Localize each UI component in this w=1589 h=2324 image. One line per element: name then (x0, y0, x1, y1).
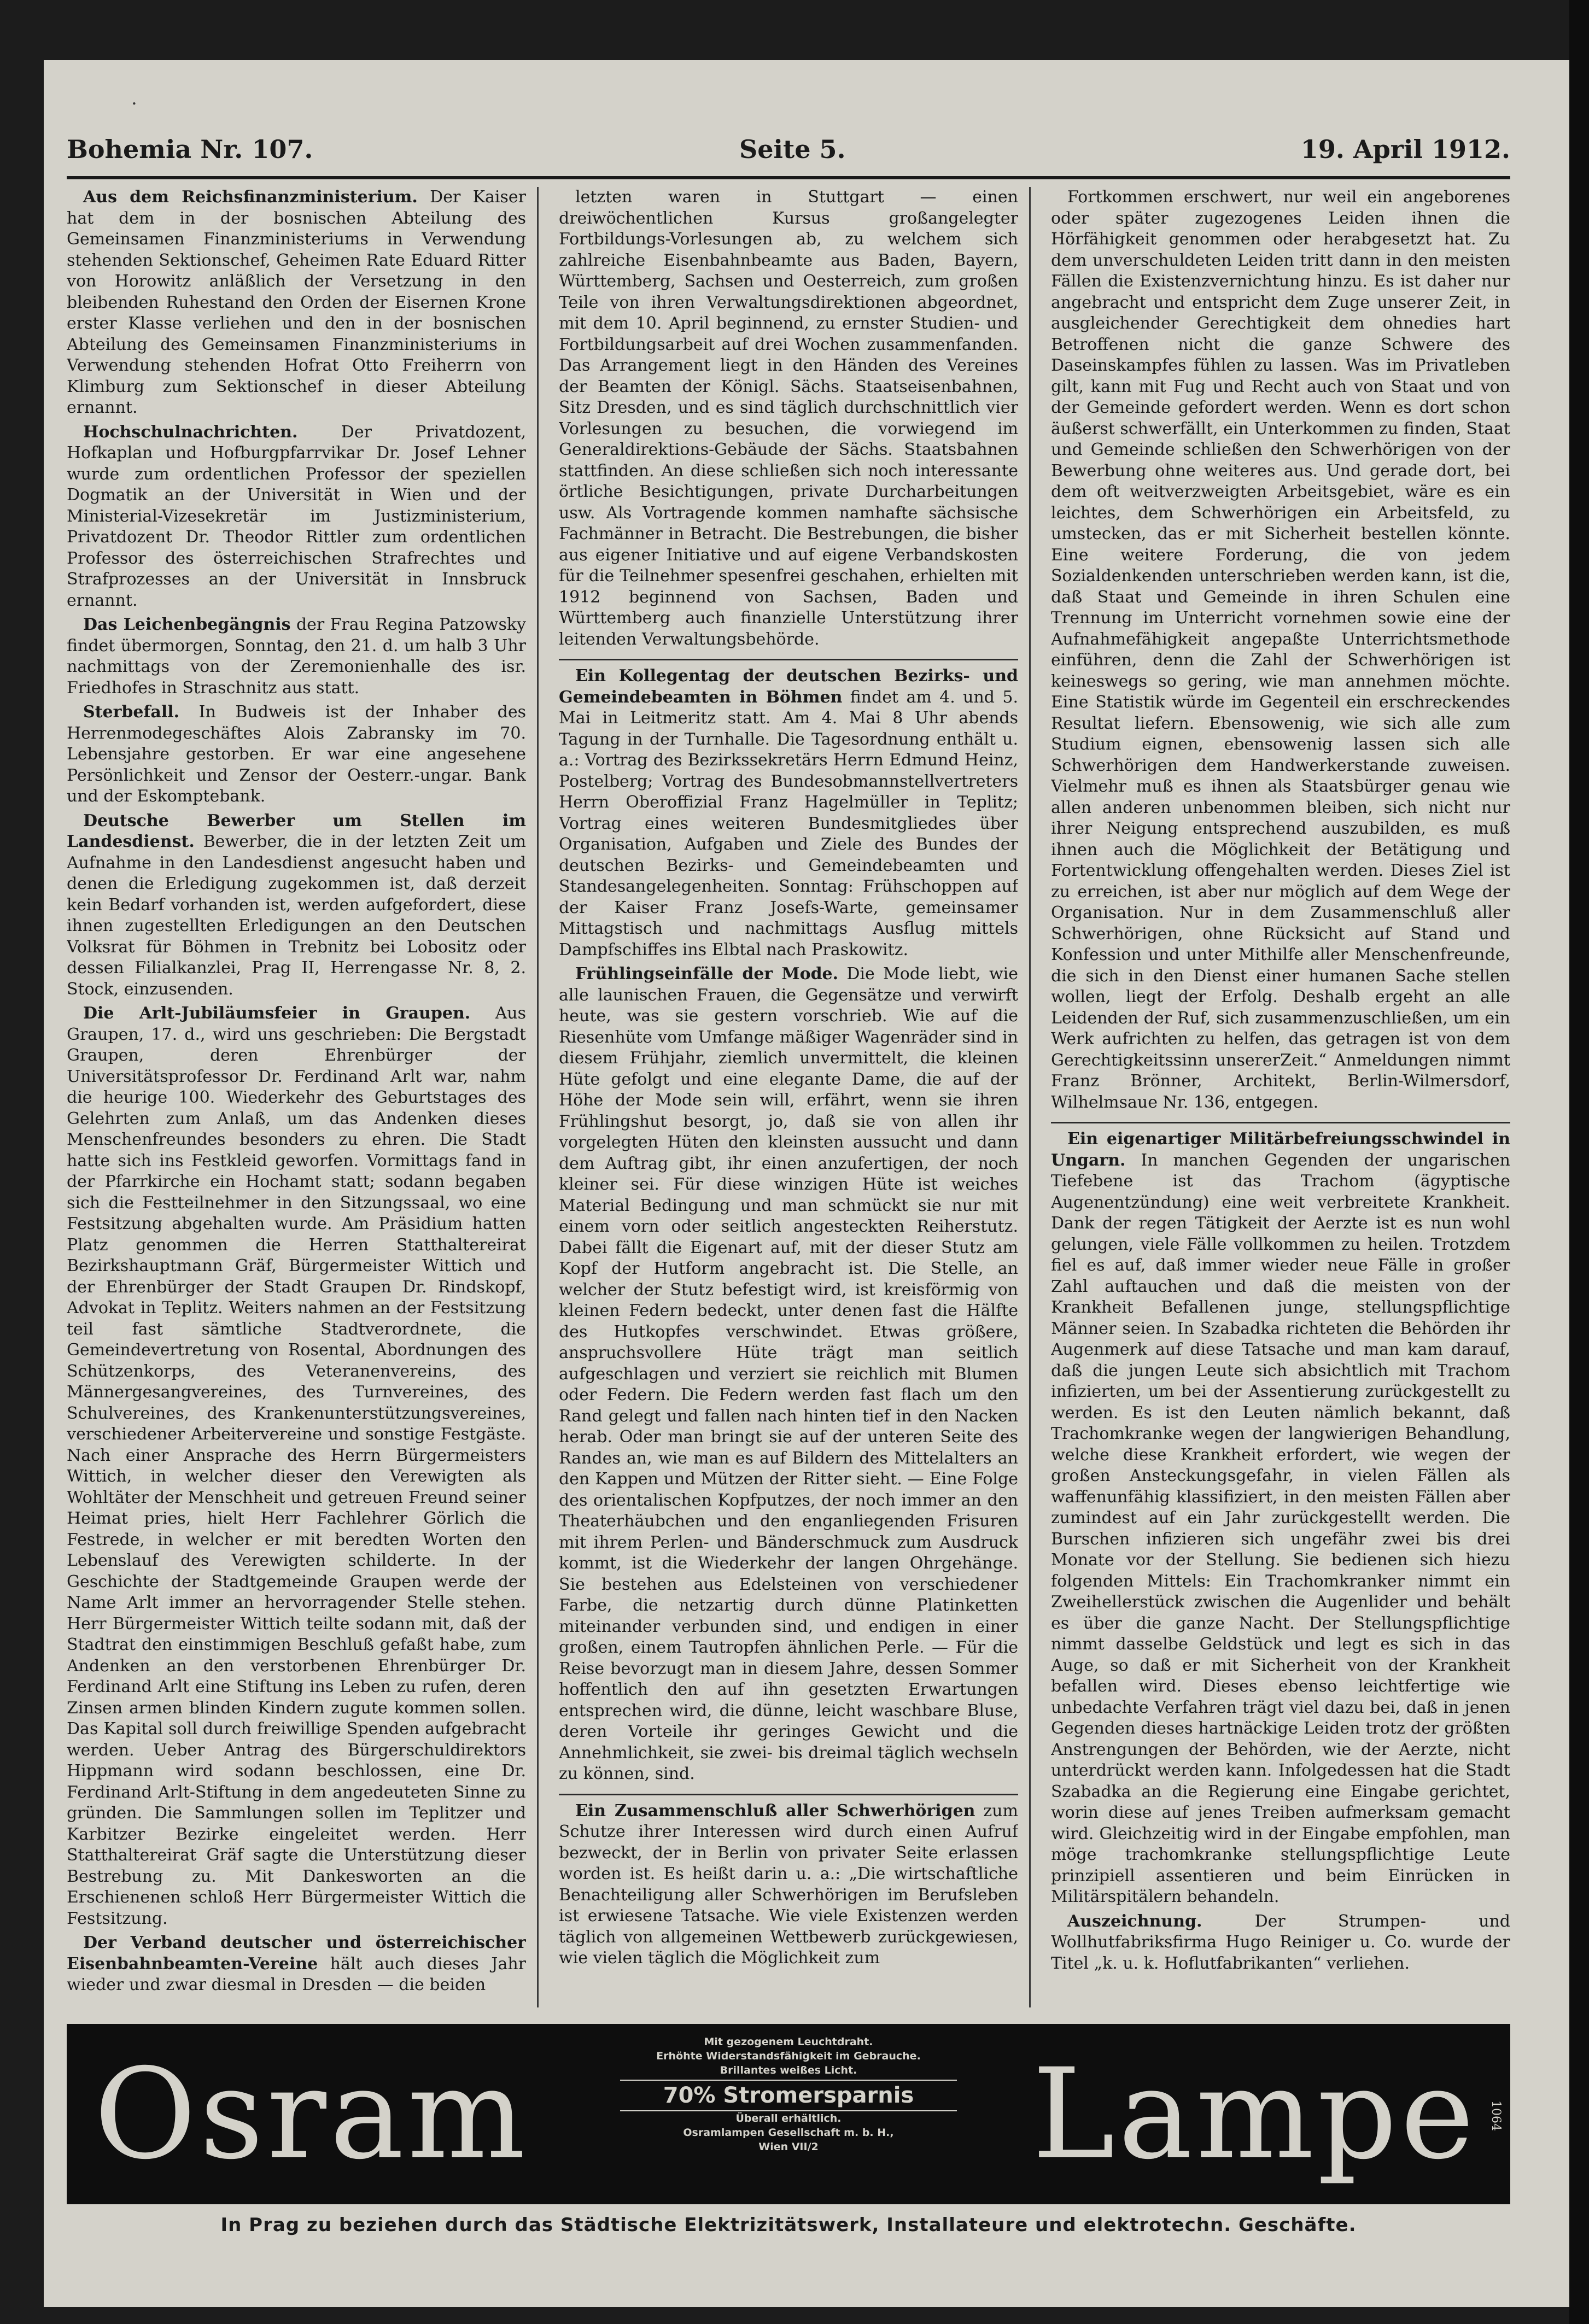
scan-mark: · (131, 93, 137, 115)
article-heading: Deutsche Bewerber um Stellen im Landesdienst. (67, 811, 526, 851)
article-heading: Frühlingseinfälle der Mode. (575, 964, 839, 984)
ad-subline: Osramlampen Gesellschaft m. b. H., (683, 2127, 894, 2139)
article-paragraph (67, 811, 526, 1000)
ad-line: Brillantes weißes Licht. (720, 2064, 857, 2076)
article-heading: Ein eigenartiger Militärbefreiungsschwindel in Ungarn. (1051, 1129, 1510, 1170)
paper-issue: Bohemia Nr. 107. (67, 134, 313, 164)
article-paragraph (1051, 1911, 1510, 1975)
article-text: Fortkommen erschwert, nur weil ein angeborenes oder später zugezogenes Leiden ihnen die Hörfähigkeit genommen oder herabgesetzt hat. Zu dem unverschuldeten Leiden tritt dann in den meisten Fällen die Existenzvernichtung hinzu. Es ist daher nur angebracht und entspricht dem Zuge unserer Zeit, in ausgleichender Gerechtigkeit dem ohnedies hart Betroffenen nicht die ganze Schwere des Daseinskampfes fühlen zu lassen. Was im Privatleben gilt, kann mit Fug und Recht auch von Staat und von der Gemeinde gefordert werden. Wenn es dort schon äußerst schwerfällt, ein Unterkommen zu finden, Staat und Gemeinde schließen den Schwerhörigen von der Bewerbung ohne weiteres aus. Und gerade dort, bei dem oft weitverzweigten Arbeitsgebiet, wäre es ein leichtes, dem Schwerhörigen ein Arbeitsfeld, zu umstecken, das er mit Sicherheit bestellen könnte. Eine weitere Forderung, die von jedem Sozialdenkenden unterschrieben werden kann, ist die, daß Staat und Gemeinde in ihren Schulen eine Trennung im Unterricht vornehmen sowie eine der Aufnahmefähigkeit angepaßte Unterrichtsmethode einführen, denn die Zahl der Schwerhörigen ist keineswegs so gering, wie man annehmen möchte. Eine Statistik würde im Gegenteil ein erschreckendes Resultat liefern. Ebensowenig, wie sich alle zum Studium eignen, ebensowenig lassen sich alle Schwerhörigen dem Handwerkerstande zuweisen. Vielmehr muß es ihnen als Staatsbürger genau wie allen anderen unbenommen bleiben, sich nicht nur ihrer Neigung entsprechend auszubilden, es muß ihnen auch die Möglichkeit der Betätigung und Fortentwicklung offengehalten werden. Dieses Ziel ist zu erreichen, ist aber nur möglich auf dem Wege der Organisation. Nur in dem Zusammenschluß aller Schwerhörigen, ohne Rücksicht auf Stand und Konfession und unter Mithilfe aller Menschenfreunde, die sich in den Dienst einer humanen Sache stellen wollen, liegt der Erfolg. Deshalb ergeht an alle Leidenden der Ruf, sich zusammenzuschließen, um ein Werk aufrichten zu helfen, das getragen ist von dem Gerechtigkeitssinn unsererZeit.“ Anmeldungen nimmt Franz Brönner, Architekt, Berlin-Wilmersdorf, Wilhelmsaue Nr. 136, entgegen. (1051, 188, 1510, 1112)
page-header (67, 125, 1510, 174)
header-rule (67, 176, 1510, 179)
ad-word-lampe: Lampe (1032, 2041, 1477, 2187)
article-paragraph (1051, 187, 1510, 1113)
article-text: findet am 4. und 5. Mai in Leitmeritz statt. Am 4. Mai 8 Uhr abends Tagung in der Turnhalle. Die Tagesordnung enthält u. a.: Vortrag des Bezirkssekretärs Herrn Edmund Heinz, Postelberg; Vortrag des Bundesobmannstellvertreters Herrn Oberoffizial Franz Hagelmüller in Teplitz; Vortrag eines weiteren Bundesmitgliedes über Organisation, Aufgaben und Ziele des Bundes der deutschen Bezirks- und Gemeindebeamten und Standesangelegenheiten. Sonntag: Frühschoppen auf der Kaiser Franz Josefs-Warte, gemeinsamer Mittagstisch und nachmittags Ausflug mittels Dampfschiffes ins Elbtal nach Praskowitz. (559, 687, 1018, 959)
issue-date: 19. April 1912. (1300, 134, 1510, 164)
article-text: Der Kaiser hat dem in der bosnischen Abteilung des Gemeinsamen Finanzministeriums in Verwendung stehenden Sektionschef, Geheimen Rate Eduard Ritter von Horowitz anläßlich der Versetzung in den bleibenden Ruhestand den Orden der Eisernen Krone erster Klasse verliehen und den in der bosnischen Abteilung des Gemeinsamen Finanzministeriums in Verwendung stehenden Hofrat Otto Freiherrn von Klimburg zum Sektionschef in dieser Abteilung ernannt. (67, 188, 526, 417)
article-text: Der Privatdozent, Hofkaplan und Hofburgpfarrvikar Dr. Josef Lehner wurde zum ordentlichen Professor der speziellen Dogmatik an der Universität in Wien und der Ministerial-Vizesekretär im Justizministerium, Privatdozent Dr. Theodor Rittler zum ordentlichen Professor des österreichischen Strafrechtes und Strafprozesses an der Universität in Innsbruck ernannt. (67, 422, 526, 610)
column-1 (67, 187, 526, 2013)
article-heading: Sterbefall. (83, 703, 180, 722)
article-heading: Ein Kollegentag der deutschen Bezirks- und Gemeindebeamten in Böhmen (559, 666, 1018, 707)
column-3 (1051, 187, 1510, 2013)
article-paragraph (1051, 1129, 1510, 1908)
article-paragraph (67, 702, 526, 807)
article-text: Aus Graupen, 17. d., wird uns geschrieben: Die Bergstadt Graupen, deren Ehrenbürger der Universitätsprofessor Dr. Ferdinand Arlt war, nahm die heurige 100. Wiederkehr des Geburtstages des Gelehrten zum Anlaß, um das Andenken dieses Menschenfreundes besonders zu ehren. Die Stadt hatte sich ins Festkleid geworfen. Vormittags fand in der Pfarrkirche ein Hochamt statt; sodann begaben sich die Festteilnehmer in den Sitzungssaal, wo eine Festsitzung abgehalten wurde. Am Präsidium hatten Platz genommen die Herren Statthaltereirat Bezirkshauptmann Gräf, Bürgermeister Wittich und der Ehrenbürger der Stadt Graupen Dr. Rindskopf, Advokat in Teplitz. Weiters nahmen an der Festsitzung teil fast sämtliche Stadtverordnete, die Gemeindevertretung von Rosental, Abordnungen des Schützenkorps, des Veteranenvereins, des Männergesangvereines, des Turnvereines, des Schulvereines, des Krankenunterstützungsvereines, verschiedener Arbeitervereine und sonstige Festgäste. Nach einer Ansprache des Herrn Bürgermeisters Wittich, in welcher dieser den Verewigten als Wohltäter der Menschheit und getreuen Freund seiner Heimat pries, hielt Herr Fachlehrer Görlich die Festrede, in welcher er mit beredten Worten den Lebenslauf des Verewigten schilderte. In der Geschichte der Stadtgemeinde Graupen werde der Name Arlt immer an hervorragender Stelle stehen. Herr Bürgermeister Wittich teilte sodann mit, daß der Stadtrat den einstimmigen Beschluß gefaßt habe, zum Andenken an den verstorbenen Ehrenbürger Dr. Ferdinand Arlt eine Stiftung ins Leben zu rufen, deren Zinsen armen blinden Kindern zugute kommen sollen. Das Kapital soll durch freiwillige Spenden aufgebracht werden. Ueber Antrag des Bürgerschuldirektors Hippmann wird sodann beschlossen, eine Dr. Ferdinand Arlt-Stiftung in dem angedeuteten Sinne zu gründen. Die Sammlungen sollen im Teplitzer und Karbitzer Bezirke eingeleitet werden. Herr Statthaltereirat Gräf sagte die Unterstützung dieser Bestrebung zu. Mit Dankesworten an die Erschienenen schloß Herr Bürgermeister Wittich die Festsitzung. (67, 1004, 526, 1928)
column-divider (1029, 187, 1031, 2007)
article-heading: Ein Zusammenschluß aller Schwerhörigen (575, 1801, 975, 1820)
ad-word-osram: Osram (94, 2041, 529, 2187)
ad-subline: Wien VII/2 (758, 2141, 819, 2153)
article-heading: Das Leichenbegängnis (83, 615, 291, 634)
ad-line: Mit gezogenem Leuchtdraht. (704, 2036, 873, 2048)
article-text: der Frau Regina Patzowsky findet übermorgen, Sonntag, den 21. d. um halb 3 Uhr nachmittags von der Zeremonienhalle des isr. Friedhofes in Straschnitz aus statt. (67, 615, 526, 698)
column-2 (559, 187, 1018, 2013)
osram-advertisement (67, 2024, 1510, 2204)
article-text: zum Schutze ihrer Interessen wird durch einen Aufruf bezweckt, der in Berlin von privater Seite erlassen worden ist. Es heißt darin u. a.: „Die wirtschaftliche Benachteiligung aller Schwerhörigen im Berufsleben ist erwiesene Tatsache. Wie viele Existenzen werden täglich von allgemeinen Wettbewerb zurückgewiesen, wie vielen täglich die Möglichkeit zum (559, 1801, 1018, 1968)
article-paragraph (67, 1003, 526, 1929)
article-text: letzten waren in Stuttgart — einen dreiwöchentlichen Kursus großangelegter Fortbildungs-Vorlesungen ab, zu welchem sich zahlreiche Eisenbahnbeamte aus Baden, Bayern, Württemberg, Sachsen und Oesterreich, zum großen Teile von ihren Verwaltungsdirektionen abgeordnet, mit dem 10. April beginnend, zu ernster Studien- und Fortbildungsarbeit auf drei Wochen zusammenfanden. Das Arrangement liegt in den Händen des Vereines der Beamten der Königl. Sächs. Staatseisenbahnen, Sitz Dresden, und es sind täglich durchschnittlich vier Vorlesungen zu besuchen, die vorwiegend im Generaldirektions-Gebäude der Sächs. Staatsbahnen stattfinden. An diese schließen sich noch interessante örtliche Besichtigungen, private Durcharbeitungen usw. Als Vortragende kommen namhafte sächsische Fachmänner in Betracht. Die Bestrebungen, die bisher aus eigener Initiative und auf eigene Verbandskosten für die Teilnehmer spesenfrei geschahen, erhielten mit 1912 beginnend von Sachsen, Baden und Württemberg auch finanzielle Unterstützung ihrer leitenden Verwaltungsbehörde. (559, 188, 1018, 649)
article-text: Die Mode liebt, wie alle launischen Frauen, die Gegensätze und verwirft heute, was sie gestern vorschrieb. Wie auf die Riesenhüte vom Umfange mäßiger Wagenräder sind in diesem Frühjahr, ziemlich unvermittelt, die kleinen Hüte gefolgt und eine elegante Dame, die auf der Höhe der Mode sein will, erfährt, wenn sie ihren Frühlingshut besorgt, jo, daß sie von allen ihr vorgelegten Hüten den kleinsten aussucht und dann dem Auftrag gibt, ihr einen anzufertigen, der noch kleiner sei. Für diese winzigen Hüte ist weiches Material Bedingung und man schmückt sie nur mit einem vorn oder seitlich angesteckten Reiherstutz. Dabei fällt die Eigenart auf, mit der dieser Stutz am Kopf der Hutform angebracht ist. Die Stelle, an welcher der Stutz befestigt wird, ist kreisförmig von kleinen Federn bedeckt, unter denen fast die Hälfte des Hutkopfes verschwindet. Etwas größere, anspruchsvollere Hüte trägt man seitlich aufgeschlagen und verziert sie reichlich mit Blumen oder Federn. Die Federn werden fast flach um den Rand gelegt und fallen nach hinten tief in den Nacken herab. Oder man bringt sie auf der unteren Seite des Randes an, wie man es auf Bildern des Mittelalters an den Kappen und Mützen der Ritter sieht. — Eine Folge des orientalischen Kopfputzes, der noch immer an den Theaterhäubchen und den enganliegenden Frisuren mit ihrem Perlen- und Bänderschmuck zum Ausdruck kommt, ist die Wiederkehr der langen Ohrgehänge. Sie bestehen aus Edelsteinen von verschiedener Farbe, die netzartig durch dünne Platinketten miteinander verbunden sind, und endigen in einer großen, einem Tautropfen ähnlichen Perle. — Für die Reise bevorzugt man in diesem Jahre, dessen Sommer hoffentlich den auf ihn gesetzten Erwartungen entsprechen wird, die dünne, leicht waschbare Bluse, deren Vorteile ihr geringes Gewicht und die Annehmlichkeit, sie zwei- bis dreimal täglich wechseln zu können, sind. (559, 964, 1018, 1783)
article-text: hält auch dieses Jahr wieder und zwar diesmal in Dresden — die beiden (67, 1954, 526, 1994)
article-heading: Die Arlt-Jubiläumsfeier in Graupen. (83, 1004, 471, 1023)
article-paragraph (559, 187, 1018, 650)
article-paragraph (67, 422, 526, 612)
newspaper-page (44, 60, 1569, 2307)
ad-headline: 70% Stromersparnis (620, 2080, 957, 2111)
ad-center-panel (620, 2035, 957, 2193)
ad-subline: Überall erhältlich. (735, 2112, 842, 2124)
article-heading: Hochschulnachrichten. (83, 422, 298, 442)
ad-footer: In Prag zu beziehen durch das Städtische Elektrizitätswerk, Installateure und elektrotechn. Geschäfte. (220, 2214, 1357, 2236)
article-paragraph (559, 666, 1018, 961)
article-paragraph (559, 964, 1018, 1785)
article-paragraph (67, 614, 526, 699)
article-text: Der Strumpen- und Wollhutfabriksfirma Hugo Reiniger u. Co. wurde der Titel „k. u. k. Hoflutfabrikanten“ verliehen. (1051, 1911, 1510, 1973)
article-heading: Der Verband deutscher und österreichischer Eisenbahnbeamten-Vereine (67, 1933, 526, 1974)
article-separator (1051, 1122, 1510, 1123)
article-heading: Auszeichnung. (1067, 1911, 1202, 1931)
ad-code: 1064 (1489, 2100, 1503, 2131)
page-number: Seite 5. (739, 134, 846, 164)
article-text: In Budweis ist der Inhaber des Herrenmodegeschäftes Alois Zabransky im 70. Lebensjahre gestorben. Er war eine angesehene Persönlichkeit und Zensor der Oesterr.-ungar. Bank und der Eskomptebank. (67, 703, 526, 806)
ad-line: Erhöhte Widerstandsfähigkeit im Gebrauche. (656, 2050, 921, 2062)
article-text: Bewerber, die in der letzten Zeit um Aufnahme in den Landesdienst angesucht haben und denen die Erledigung zugekommen ist, daß derzeit kein Bedarf vorhanden ist, werden aufgefordert, diese ihnen zugestellten Erledigungen an den Deutschen Volksrat für Böhmen in Trebnitz bei Lobositz oder dessen Filialkanzlei, Prag II, Herrengasse Nr. 8, 2. Stock, einzusenden. (67, 832, 526, 999)
article-paragraph (67, 187, 526, 419)
column-divider (537, 187, 539, 2007)
article-separator (559, 1794, 1018, 1795)
article-separator (559, 659, 1018, 660)
article-heading: Aus dem Reichsfinanzministerium. (83, 188, 418, 207)
scan-border (1569, 0, 1589, 2324)
article-text: In manchen Gegenden der ungarischen Tiefebene ist das Trachom (ägyptische Augenentzündung) eine weit verbreitete Krankheit. Dank der regen Tätigkeit der Aerzte ist es nun wohl gelungen, viele Fälle vollkommen zu heilen. Trotzdem fiel es auf, daß immer wieder neue Fälle in großer Zahl auftauchen und daß die meisten von der Krankheit Befallenen junge, stellungspflichtige Männer seien. In Szabadka richteten die Behörden ihr Augenmerk auf diese Tatsache und man kam darauf, daß die jungen Leute sich absichtlich mit Trachom infizierten, um bei der Assentierung zurückgestellt zu werden. Es ist den Leuten nämlich bekannt, daß Trachomkranke wegen der langwierigen Behandlung, welche diese Krankheit erfordert, wie wegen der großen Ansteckungsgefahr, in vielen Fällen als waffenunfähig klassifiziert, in den meisten Fällen aber zumindest auf ein Jahr zurückgestellt werden. Die Burschen infizieren sich ungefähr zwei bis drei Monate vor der Stellung. Sie bedienen sich hiezu folgenden Mittels: Ein Trachomkranker nimmt ein Zweihellerstück zwischen die Augenlider und behält es über die ganze Nacht. Der Stellungspflichtige nimmt dasselbe Geldstück und legt es sich in das Auge, so daß er mit Sicherheit von der Krankheit befallen wird. Dieses ebenso leichtfertige wie unbedachte Verfahren trägt viel dazu bei, daß in jenen Gegenden dieses hartnäckige Leiden trotz der größten Anstrengungen der Behörden, wie der Aerzte, nicht unterdrückt werden kann. Infolgedessen hat die Stadt Szabadka an die Regierung eine Eingabe gerichtet, worin diese auf jenes Treiben aufmerksam gemacht wird. Gleichzeitig wird in der Eingabe empfohlen, man möge trachomkranke stellungspflichtige Leute prinzipiell assentieren und beim Einrücken in Militärspitälern behandeln. (1051, 1150, 1510, 1906)
article-paragraph (67, 1933, 526, 1996)
article-paragraph (559, 1801, 1018, 1969)
